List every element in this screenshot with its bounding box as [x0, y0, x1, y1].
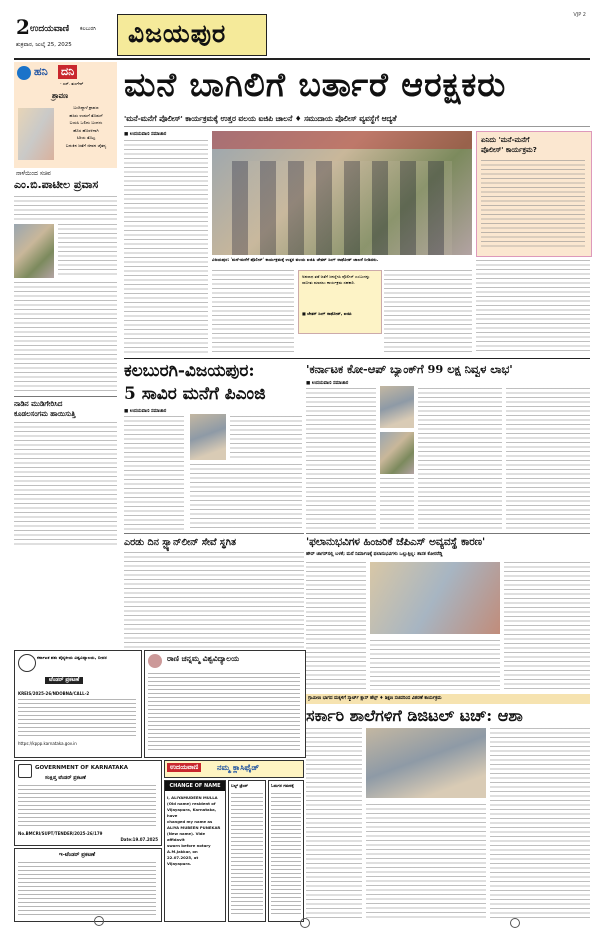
govt-reg: No.BMCRI/SUPT/TENDER/2025-26/179: [18, 831, 103, 836]
quote-box: [298, 270, 382, 334]
quote-author: ■ ಚೇತನ್ ಸಿಂಗ್ ರಾಥೋಡ್, ಐಜಿಪಿ: [302, 311, 352, 316]
etender-ad: [14, 848, 162, 922]
pm-body: [230, 416, 302, 460]
bank-portrait-1: [380, 386, 414, 428]
school-body: [306, 728, 362, 918]
university-title: ರಾಣಿ ಚನ್ನಮ್ಮ ವಿಶ್ವವಿದ್ಯಾಲಯ: [167, 654, 240, 663]
fal-body: [306, 562, 366, 690]
govt-date: Date:19.07.2025: [120, 837, 158, 842]
poem-line: ಹಸಿರು ಉಡುಗೆ ತೊಡುಗೆ: [69, 112, 103, 118]
fal-body: [370, 640, 500, 690]
story2-body: [14, 282, 117, 392]
change-of-name-title: [165, 781, 225, 791]
classified-header: [164, 760, 304, 778]
fal-subheadline: ಹೌಸ್ ಚಾಗರ್‌ನಲ್ಲಿ ಬಳಕೆ; ಮನೆ ನಿರ್ಮಾಣಕ್ಕೆ ಫಲಾನುಭವಿಗಳು ಒಲ್ಲುತ್ತಿಲ್ಲ: ಶಾಸಕ ಕೋನರೆಡ್ಡಿ: [306, 552, 443, 557]
story2-photo: [14, 224, 54, 278]
con-line: A.M.Jakkar, on: [167, 849, 198, 854]
hani-logo-circle: [17, 66, 31, 80]
paper-name: ಉದಯವಾಣಿ: [30, 24, 70, 34]
poem-line: ಬಯಸಿ ಒಲಿದು ಬಂದಳು: [69, 120, 103, 125]
photo-people: [232, 161, 452, 255]
hani-dani-box: [14, 62, 117, 168]
poem-lines: [58, 104, 114, 149]
story2-body: [14, 196, 117, 222]
university-body: [148, 673, 300, 751]
poem-line: ಹೊಸ ಹೊರಳಿಗಾಗಿ: [73, 127, 99, 133]
pm-body: [124, 416, 184, 530]
con-line: Vijayapura, Karnataka, have: [167, 807, 217, 818]
classified-ad-2: [228, 780, 266, 922]
bank-body: [306, 388, 376, 530]
story3-headline-l2: ಕೂಡಲಸಂಗಮ ಹಾಯಿಸುತ್ತಿ: [14, 410, 76, 418]
tender-ad-1: [14, 650, 142, 758]
university-ad: [144, 650, 306, 758]
bank-body: [380, 478, 414, 530]
poem-title: ಶ್ರಾವಣ: [52, 92, 69, 100]
classified-ad-3-title: ಓದುಗರ ಗಮನಕ್ಕೆ: [271, 783, 294, 788]
exam-rule: [124, 533, 304, 534]
tender1-url: https://kppp.karnataka.gov.in: [18, 741, 77, 746]
fal-rule: [306, 533, 590, 534]
photo-banner: [212, 131, 472, 149]
bank-portrait-2: [380, 432, 414, 474]
dani-brand-text: ದನಿ: [61, 65, 75, 78]
main-bottom-rule: [124, 358, 590, 359]
change-of-name-title-text: CHANGE OF NAME: [169, 783, 221, 789]
fal-photo: [370, 562, 500, 634]
tender1-body: [18, 699, 136, 737]
date-line: ಶುಕ್ರವಾರ, ಜುಲೈ 25, 2025: [16, 42, 72, 48]
hani-author: - ಎಸ್. ತುಂಗೇರ್: [60, 81, 84, 86]
story2-headline: ಎಂ.ಬಿ.ಪಾಟೀಲ ಪ್ರವಾಸ: [14, 178, 99, 191]
con-line: 22.07.2025, at Vijayapura.: [167, 855, 199, 866]
page-number: 2: [16, 15, 30, 39]
tender1-title-text: ಟೆಂಡರ್ ಪ್ರಕಟಣೆ: [49, 677, 80, 683]
bank-body: [506, 388, 590, 530]
pm-headline-l2: 5 ಸಾವಿರ ಮನೆಗೆ ಪಿಎಂಜಿ: [124, 384, 266, 404]
section-title: ವಿಜಯಪುರ: [128, 19, 227, 48]
tender1-title: [45, 677, 83, 684]
story2-kicker: ನಾಳೆಯಿಂದ ಸಚಿವ: [16, 170, 51, 177]
main-body: [212, 270, 294, 354]
govt-emblem-icon: [18, 764, 32, 778]
bank-headline: 'ಕರ್ನಾಟಕ ಕೋ-ಆಪ್ ಬ್ಯಾಂಕ್‌ಗೆ 99 ಲಕ್ಷ ನಿವ್ವಳ ಲಾಭ': [306, 362, 513, 376]
con-line: (New name). Vide affidavit: [167, 831, 206, 842]
tender1-code: KREIS/2025-26/NDOBNA/CALL-2: [18, 691, 90, 696]
story3-headline-l1: ನಾಡಿನ ಮುಡಿಗೇರಿಸಿದ: [14, 400, 63, 408]
hani-brand: ಹನಿ: [34, 65, 48, 78]
poem-line: ಸಿರಿಯ ತೊಟ್ಟ: [76, 135, 96, 140]
registration-mark-icon: [510, 918, 520, 928]
main-byline: ■ ಉದಯವಾಣಿ ಸಮಾಚಾರ: [124, 132, 167, 137]
classified-ad-2-title: ಬಲ್ಡ್ ಟ್ರೆಂಡ್: [231, 783, 249, 788]
classified-brand-text: ಉದಯವಾಣಿ: [170, 763, 199, 771]
exam-headline: ಎರಡು ದಿನ ಸ್ಟ್ಯಾನ್‌ಲೀನ್ ಸೇವೆ ಸ್ಥಗಿತ: [124, 537, 236, 548]
masthead: [14, 12, 590, 62]
con-line: changed my name as: [167, 819, 213, 824]
change-of-name-ad: [164, 780, 226, 922]
masthead-rule: [14, 58, 590, 60]
govt-body: [18, 785, 156, 829]
pm-headline-l1: ಕಲಬುರಗಿ-ವಿಜಯಪುರ:: [124, 361, 255, 381]
etender-title: ಇ-ಟೆಂಡರ್ ಪ್ರಕಟಣೆ: [59, 852, 96, 858]
school-kicker: ಗ್ರಾಮೀಣ ಭಾಗದ ಮಕ್ಕಳಿಗೆ ಸ್ಮಾರ್ಟ್ ಕ್ಲಾಸ್ ಹೆಲ್ಪ್ ♦ ಶಿಕ್ಷಣ ಸಚಿವರಿಂದ ವಿತರಣೆ ಕಾರ್ಯಕ್ರಮ: [308, 696, 442, 701]
con-line: sworn before notary: [167, 843, 211, 848]
govt-title: GOVERNMENT OF KARNATAKA: [35, 765, 129, 771]
classified-ad-3: [268, 780, 304, 922]
dani-brand: [58, 65, 77, 79]
school-body: [490, 728, 590, 918]
govt-subtitle: ಸಂಕ್ಷಿಪ್ತ ಟೆಂಡರ್ ಪ್ರಕಟಣೆ: [45, 775, 86, 781]
main-subheadline: 'ಮನೆ-ಮನೆಗೆ ಪೊಲೀಸ್' ಕಾರ್ಯಕ್ರಮಕ್ಕೆ ಉತ್ತರ ವಲಯ ಐಜಿಪಿ ಚಾಲನೆ ♦ ಸಮುದಾಯ ಪೊಲೀಸ್ ವ್ಯವಸ್ಥೆಗೆ ಆದ್ಯತೆ: [124, 114, 397, 123]
sidebar-title-l2: ಪೊಲೀಸ್' ಕಾರ್ಯಕ್ರಮ?: [481, 146, 537, 154]
school-kicker-bar: [306, 694, 590, 704]
etender-body: [18, 862, 156, 916]
sidebar-body: [481, 160, 585, 250]
corner-code: VJP 2: [573, 12, 586, 18]
section-title-box: [117, 14, 267, 56]
school-photo: [366, 728, 486, 798]
classified-brand: [167, 763, 201, 772]
sub-rule: [124, 126, 590, 127]
quote-text: ಅಪರಾಧ ತಡೆ ಜತೆಗೆ ಜನಸ್ನೇಹಿ ಪೊಲೀಸ್ ಎಂಬುದನ್ನು ಸಾಬೀತು ಮಾಡಲು ಕಾರ್ಯಕ್ರಮ ಸಹಕಾರಿ.: [302, 274, 370, 285]
con-line: ALIYA MUBEEN PUNEKAR: [167, 825, 221, 830]
school-headline: ಸರ್ಕಾರಿ ಶಾಲೆಗಳಿಗೆ ಡಿಜಿಟಲ್ ಟಚ್: ಆಶಾ: [306, 706, 523, 725]
registration-mark-icon: [94, 916, 104, 926]
main-body: [476, 260, 590, 354]
con-line: (Old name) resident of: [167, 801, 216, 806]
bank-byline: ■ ಉದಯವಾಣಿ ಸಮಾಚಾರ: [306, 381, 349, 386]
govt-tender-ad: [14, 760, 162, 846]
pm-portrait: [190, 414, 226, 460]
main-headline: ಮನೆ ಬಾಗಿಲಿಗೆ ಬರ್ತಾರೆ ಆರಕ್ಷಕರು: [124, 65, 507, 104]
pm-body: [190, 464, 302, 530]
poem-line: ಬಂದಿದ್ದಾಳೆ ಶ್ರಾವಣ: [73, 105, 99, 110]
main-body: [124, 140, 208, 354]
main-body: [384, 270, 472, 354]
fal-headline: 'ಫಲಾನುಭವಿಗಳ ಹಿಂಜರಿಕೆ ಜೆಪಿಎಸ್ ಅವ್ಯವಸ್ಥೆ ಕಾರಣ': [306, 536, 486, 548]
classified-ad-3-body: [271, 793, 301, 917]
fal-body: [504, 562, 590, 690]
story2-body: [58, 224, 117, 278]
emblem-icon: [18, 654, 36, 672]
left-divider: [14, 396, 117, 397]
poem-illustration: [18, 108, 54, 160]
registration-mark-icon: [300, 918, 310, 928]
main-photo: [212, 131, 472, 255]
con-line: I, ALIYAMUDEEN MULLA: [167, 795, 218, 800]
bank-body: [418, 388, 502, 530]
sidebar-title-l1: ಏನಿದು 'ಮನೆ-ಮನೆಗೆ: [481, 136, 530, 144]
change-of-name-body: [167, 795, 223, 867]
sidebar-box: [476, 131, 592, 257]
tender1-heading: ಕರ್ನಾಟಕ ಪಶು ವೈದ್ಯಕೀಯ ವಿಶ್ವವಿದ್ಯಾಲಯ, ಬೀದರ: [37, 655, 107, 660]
exam-body: [124, 552, 304, 648]
classified-title: ನಮ್ಮ ಕ್ಲಾಸಿಫೈಡ್: [217, 763, 260, 772]
pm-byline: ■ ಉದಯವಾಣಿ ಸಮಾಚಾರ: [124, 409, 167, 414]
main-photo-caption: ವಿಜಯಪುರ: 'ಮನೆ-ಮನೆಗೆ ಪೊಲೀಸ್' ಕಾರ್ಯಕ್ರಮಕ್ಕೆ ಉತ್ತರ ವಲಯ ಐಜಿಪಿ ಚೇತನ್ ಸಿಂಗ್ ರಾಥೋಡ್ ಚಾಲನೆ ನೀಡಿದರು.: [212, 257, 379, 262]
university-logo-icon: [148, 654, 162, 668]
story3-body: [14, 422, 117, 546]
poem-line: ಬದುಕಿನ ಜತೆಗೆ ಜೀವನ ಚೈತನ್ಯ: [65, 142, 107, 148]
edition-label: ಕಲಬುರಗಿ: [80, 26, 96, 32]
classified-ad-2-body: [231, 793, 263, 917]
school-body: [366, 804, 486, 918]
